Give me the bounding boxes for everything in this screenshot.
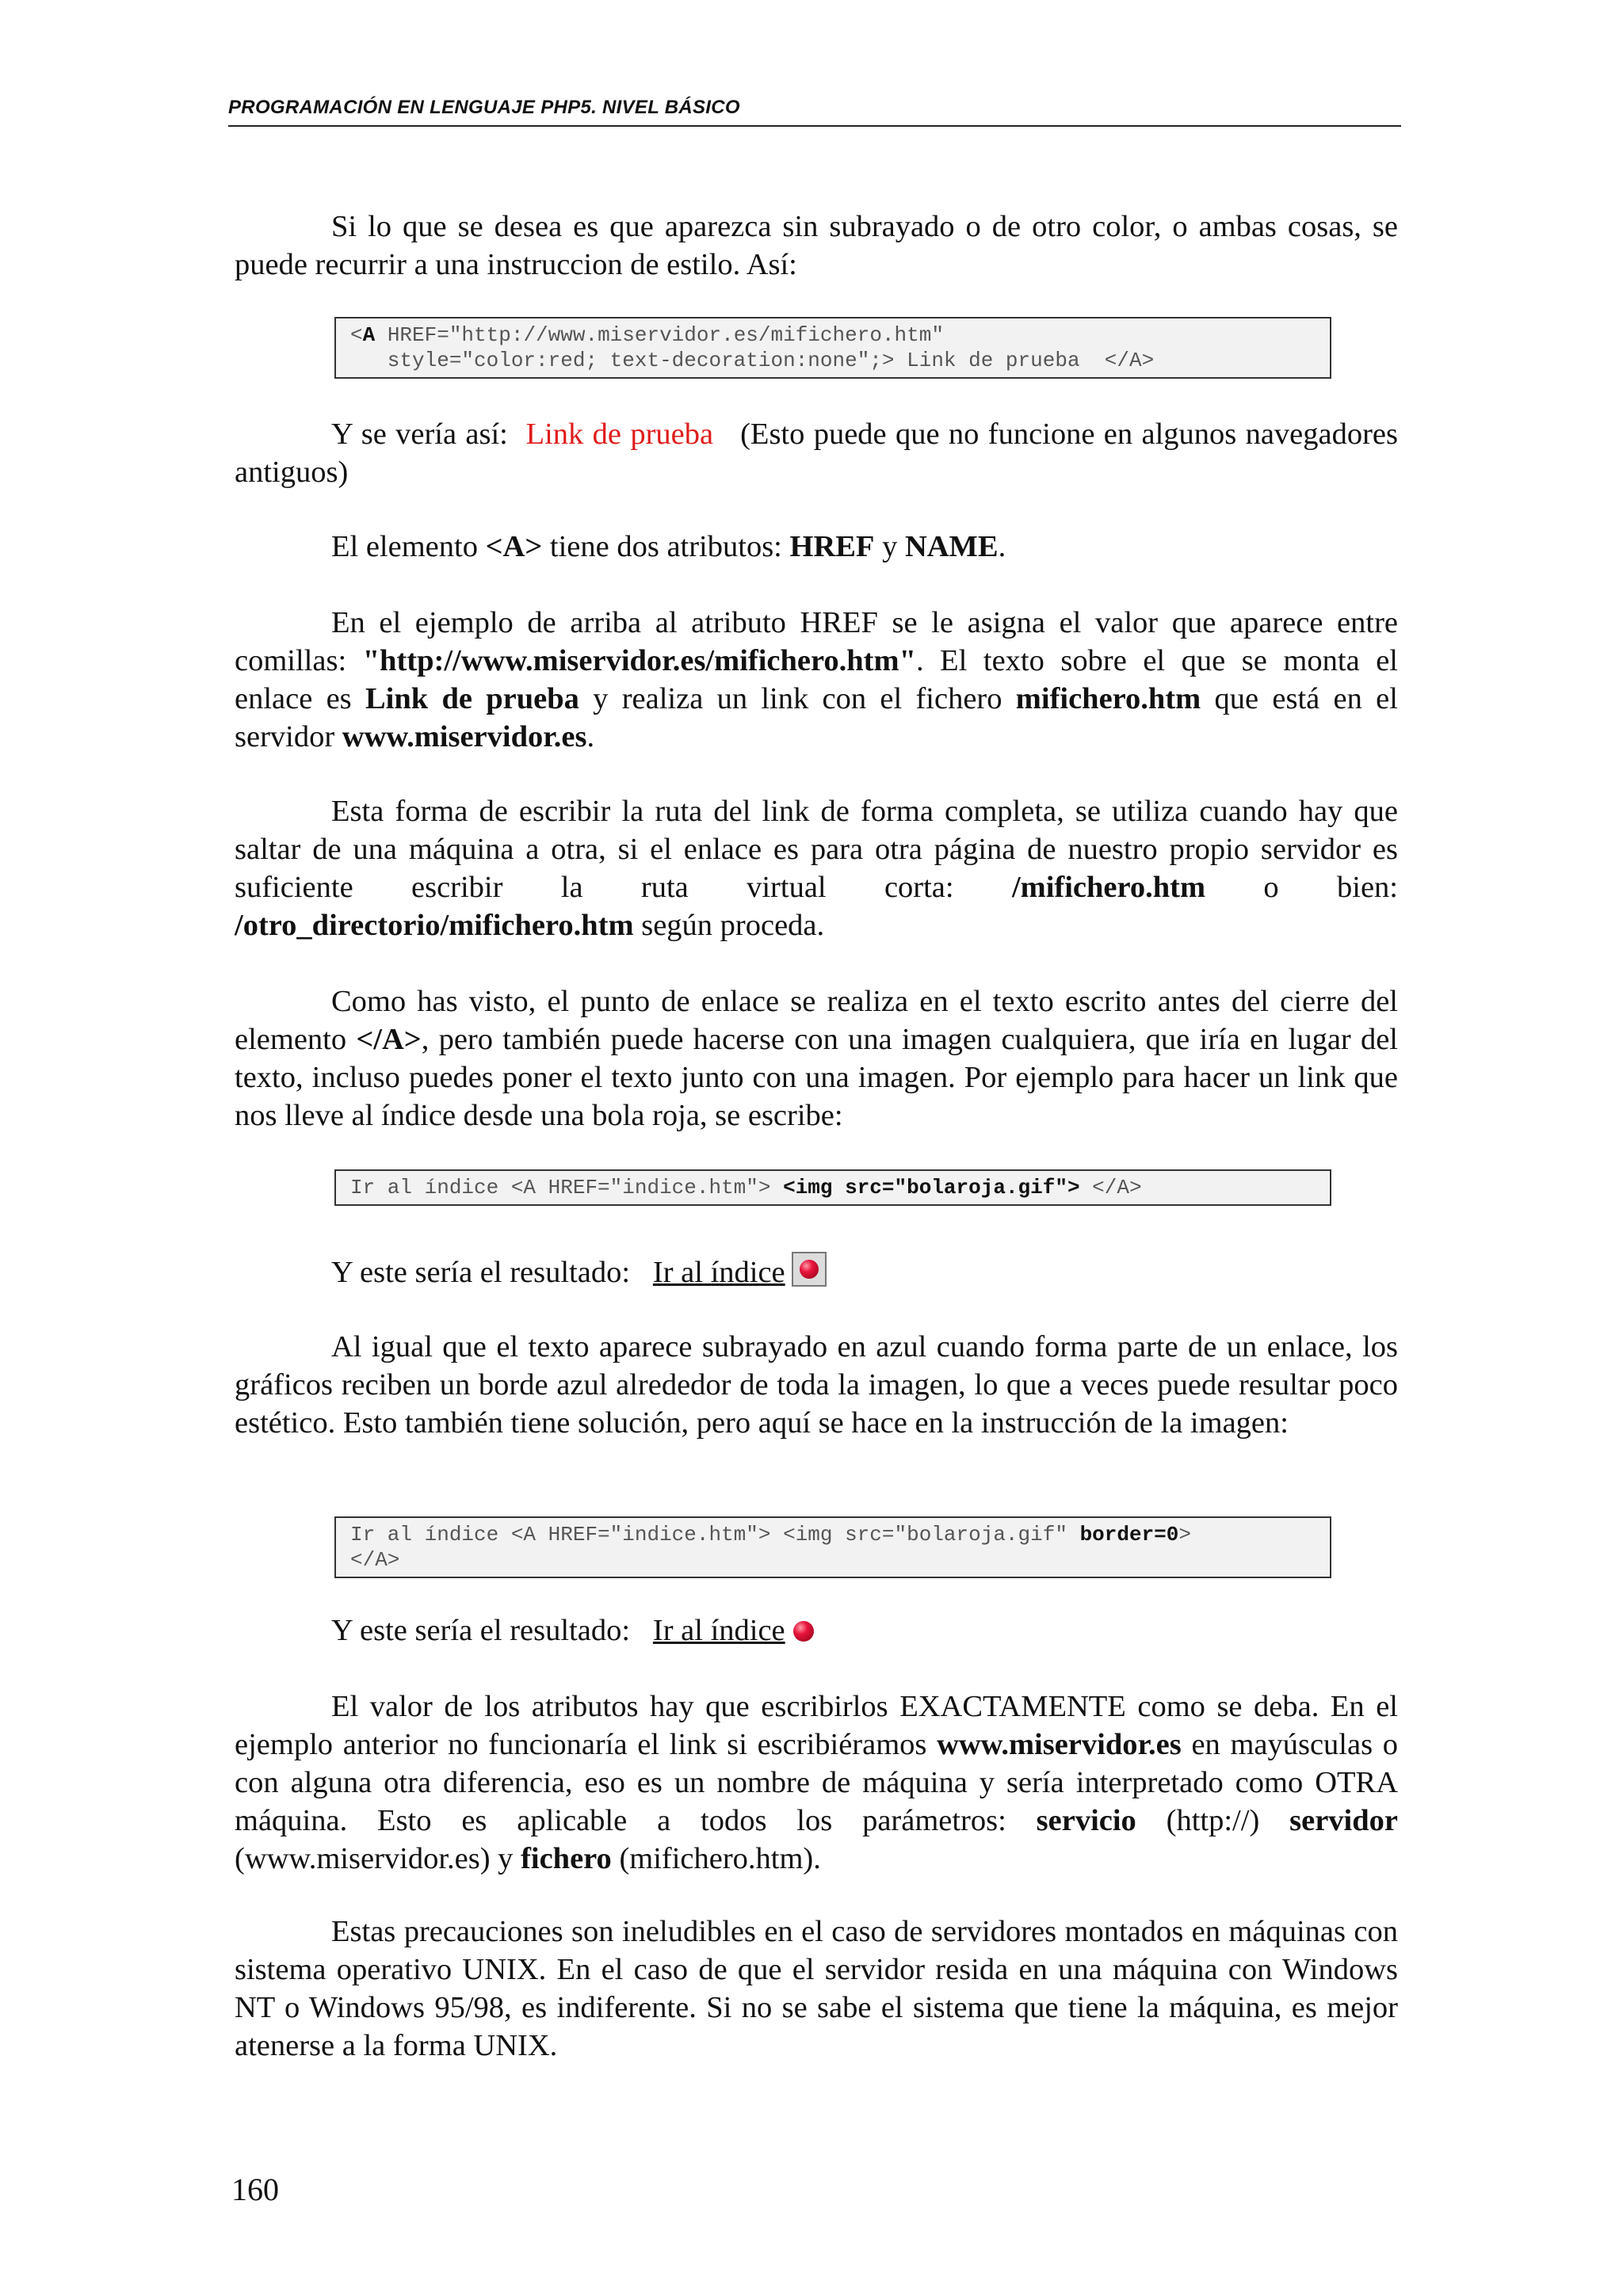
paragraph-href-example: En el ejemplo de arriba al atributo HREF se le asigna el valor que aparece entre comillas: "http://www.miservidor.es/mifichero.htm". El texto sobre el que se monta el enlace es Link de prueba y realiza un link con el fichero mifichero.htm que está en el servidor www.miservidor.es.: [235, 606, 1398, 753]
bordered-ball-image[interactable]: [792, 1252, 827, 1287]
code-block-style: [334, 317, 1331, 379]
red-ball-icon[interactable]: [793, 1621, 814, 1642]
result-line-bordered: Y este sería el resultado: Ir al índice: [331, 1252, 827, 1291]
running-header: PROGRAMACIÓN EN LENGUAJE PHP5. NIVEL BÁSICO: [228, 97, 740, 118]
code-block-img: Ir al índice <A HREF="indice.htm"> <img src="bolaroja.gif"> </A>: [334, 1169, 1331, 1206]
index-link-borderless[interactable]: Ir al índice: [652, 1614, 785, 1647]
paragraph-route: Esta forma de escribir la ruta del link de forma completa, se utiliza cuando hay que saltar de una máquina a otra, si el enlace es para otra página de nuestro propio servidor es suficiente escribir la ruta virtual corta: /mifichero.htm o bien: /otro_directorio/mifichero.htm según proceda.: [235, 795, 1398, 942]
paragraph-unix: Estas precauciones son ineludibles en el caso de servidores montados en máquinas con sistema operativo UNIX. En el caso de que el servidor resida en una máquina con Windows NT o Windows 95/98, es indiferente. Si no se sabe el sistema que tiene la máquina, es mejor atenerse a la forma UNIX.: [235, 1915, 1398, 2062]
code-line: style="color:red; text-decoration:none";> Link de prueba </A>: [350, 349, 1155, 372]
paragraph-result-red-link: Y se vería así: Link de prueba (Esto puede que no funcione en algunos navegadores antiguos): [235, 418, 1398, 489]
red-link-demo[interactable]: Link de prueba: [525, 418, 714, 451]
red-ball-icon: [800, 1260, 819, 1279]
code-line: Ir al índice <A HREF="indice.htm"> <img src="bolaroja.gif" border=0>: [350, 1523, 1191, 1547]
paragraph-style-intro: Si lo que se desea es que aparezca sin subrayado o de otro color, o ambas cosas, se puede recurrir a una instruccion de estilo. Así:: [235, 210, 1398, 281]
code-block-border: [334, 1516, 1331, 1578]
index-link[interactable]: Ir al índice: [652, 1256, 785, 1289]
paragraph-attributes: El elemento <A> tiene dos atributos: HREF y NAME.: [331, 530, 1006, 563]
result-line-borderless: Y este sería el resultado: Ir al índice: [331, 1611, 814, 1650]
header-rule: [228, 125, 1401, 127]
code-line: <A HREF="http://www.miservidor.es/mifichero.htm": [350, 323, 944, 347]
paragraph-border: Al igual que el texto aparece subrayado en azul cuando forma parte de un enlace, los gráficos reciben un borde azul alrededor de toda la imagen, lo que a veces puede resultar poco estético. Esto también tiene solución, pero aquí se hace en la instrucción de la imagen:: [235, 1330, 1398, 1440]
page-number: 160: [231, 2172, 279, 2207]
paragraph-exact-values: El valor de los atributos hay que escribirlos EXACTAMENTE como se deba. En el ejemplo anterior no funcionaría el link si escribiéramos www.miservidor.es en mayúsculas o con alguna otra diferencia, eso es un nombre de máquina y sería interpretado como OTRA máquina. Esto es aplicable a todos los parámetros: servicio (http://) servidor (www.miservidor.es) y fichero (mifichero.htm).: [235, 1690, 1398, 1875]
paragraph-image-link: Como has visto, el punto de enlace se realiza en el texto escrito antes del cierre del elemento </A>, pero también puede hacerse con una imagen cualquiera, que iría en lugar del texto, incluso puedes poner el texto junto con una imagen. Por ejemplo para hacer un link que nos lleve al índice desde una bola roja, se escribe:: [235, 985, 1398, 1132]
code-line: </A>: [350, 1548, 400, 1572]
